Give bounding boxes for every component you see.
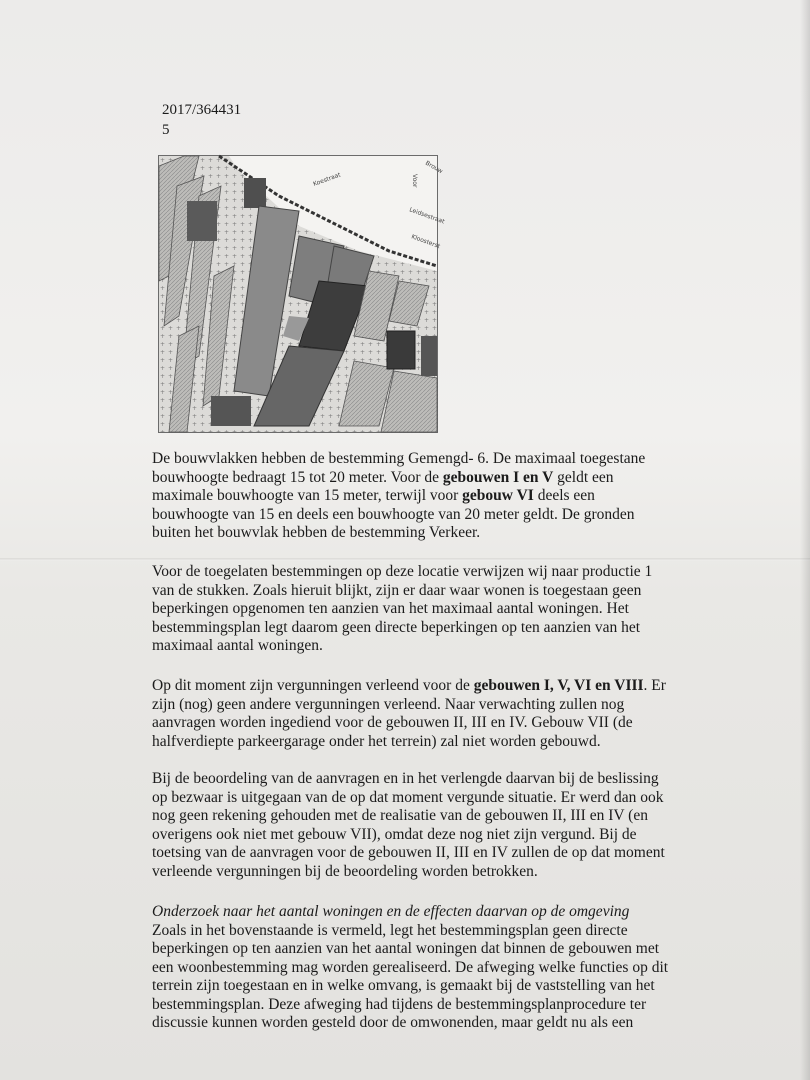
paper-edge-shadow (800, 0, 810, 1080)
text-line: toetsing van de aanvragen voor de gebouwen II, III en IV zullen de op dat moment (152, 844, 665, 861)
text-line: De bouwvlakken hebben de bestemming Gemengd- 6. De maximaal toegestane (152, 450, 646, 467)
text-line: bouwhoogte bedraagt 15 tot 20 meter. Voor de gebouwen I en V geldt een (152, 468, 614, 486)
text-line: maximale bouwhoogte van 15 meter, terwijl voor gebouw VI deels een (152, 487, 595, 504)
paragraph-vergunningen (152, 677, 712, 751)
text-line: verleende vergunningen bij de beoordeling worden betrokken. (152, 862, 538, 880)
section-heading: Onderzoek naar het aantal woningen en de effecten daarvan op de omgeving (152, 903, 630, 920)
text-line: Op dit moment zijn vergunningen verleend voor de gebouwen I, V, VI en VIII. Er (152, 677, 666, 694)
text-line: buiten het bouwvlak hebben de bestemming Verkeer. (152, 524, 481, 541)
text-line: terrein zijn toegestaan en in welke omvang, is gemaakt bij de vaststelling van het (152, 977, 655, 994)
text-line: bestemmingsplan legt daarom geen directe beperkingen op ten aanzien van het (152, 618, 641, 636)
street-label-kloosterst: Kloosterst (410, 233, 441, 251)
text-line: bestemmingsplan. Deze afweging had tijdens de bestemmingsplanprocedure ter (152, 995, 647, 1013)
text-line: bouwhoogte van 15 en deels een bouwhoogte van 20 meter geldt. De gronden (152, 505, 635, 523)
text-line: nog geen rekening gehouden met de realisatie van de gebouwen II, III en IV (en (152, 807, 648, 824)
reference-number: 2017/364431 (162, 102, 242, 118)
paragraph-beoordeling (152, 770, 712, 881)
street-label-koestraat: Koestraat (312, 171, 342, 188)
text-line: Bij de beoordeling van de aanvragen en in het verlengde daarvan bij de beslissing (152, 770, 659, 787)
text-line: halfverdiepte parkeergarage onder het terrein) zal niet worden gebouwd. (152, 732, 601, 750)
page-number: 5 (162, 122, 170, 138)
zoning-map-drawing (159, 156, 446, 432)
paragraph-bestemmingen (152, 563, 712, 656)
street-label-brouw: Brouw (424, 159, 444, 176)
paragraph-bouwvlakken (152, 450, 712, 543)
text-line: zijn (nog) geen andere vergunningen verleend. Naar verwachting zullen nog (152, 695, 625, 713)
text-line: discussie kunnen worden gesteld door de omwonenden, maar geldt nu als een (152, 1014, 634, 1031)
text-line: Zoals in het bovenstaande is vermeld, legt het bestemmingsplan geen directe (152, 921, 628, 939)
text-line: aanvragen worden ingediend voor de gebouwen II, III en IV. Gebouw VII (de (152, 714, 633, 731)
street-label-voor: Voor (411, 174, 418, 188)
text-line: beperkingen opgenomen ten aanzien van het maximaal aantal woningen. Het (152, 600, 629, 617)
paragraph-onderzoek (152, 903, 712, 1033)
text-line: op bezwaar is uitgegaan van de op dat moment vergunde situatie. Er werd dan ook (152, 788, 664, 806)
zoning-map (158, 155, 446, 433)
text-line: een woonbestemming mag worden gerealiseerd. De afweging welke functies op dit (152, 958, 669, 976)
document-header (162, 100, 241, 140)
text-line: Voor de toegelaten bestemmingen op deze locatie verwijzen wij naar productie 1 (152, 563, 653, 580)
street-label-leidsestraat: Leidsestraat (408, 206, 446, 226)
text-line: beperkingen op ten aanzien van het aantal woningen dat binnen de gebouwen met (152, 940, 660, 957)
text-line: van de stukken. Zoals hieruit blijkt, zijn er daar waar wonen is toegestaan geen (152, 581, 642, 599)
text-line: overigens ook niet met gebouw VII), omdat deze nog niet zijn vergund. Bij de (152, 825, 637, 843)
text-line: maximaal aantal woningen. (152, 637, 323, 654)
paper-fold (0, 558, 810, 561)
